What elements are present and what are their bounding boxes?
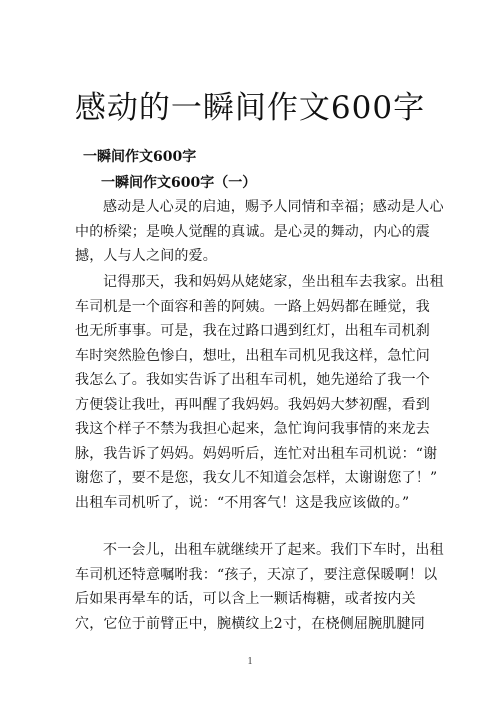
paragraph-line: 中的桥梁；是唤人觉醒的真诚。是心灵的舞动，内心的震: [75, 223, 430, 240]
paragraph-line: 我怎么了。我如实告诉了出租车司机，她先递给了我一个: [75, 372, 430, 388]
section-title: 一瞬间作文600字（一）: [101, 175, 257, 191]
paragraph-line: 不一会儿，出租车就继续开了起来。我们下车时，出租: [103, 542, 444, 558]
paragraph-line: 穴，它位于前臂正中，腕横纹上2寸，在桡侧屈腕肌腱同: [75, 615, 425, 632]
paragraph-line: 车时突然脸色惨白，想吐，出租车司机见我这样，急忙问: [75, 347, 430, 364]
document-subtitle: 一瞬间作文600字: [83, 149, 197, 165]
paragraph-line: 也无所事事。可是，我在过路口遇到红灯，出租车司机刹: [75, 323, 430, 339]
paragraph-line: 方便袋让我吐，再叫醒了我妈妈。我妈妈大梦初醒，看到: [75, 396, 430, 413]
paragraph-line: 我这个样子不禁为我担心起来，急忙询问我事情的来龙去: [75, 421, 430, 437]
paragraph-line: 脉，我告诉了妈妈。妈妈听后，连忙对出租车司机说：“谢: [75, 445, 438, 462]
paragraph-line: 记得那天，我和妈妈从姥姥家，坐出租车去我家。出租: [103, 274, 444, 290]
paragraph-line: 出租车司机听了，说：“不用客气！这是我应该做的。”: [75, 494, 410, 511]
paragraph-line: 感动是人心灵的启迪，赐予人同情和幸福；感动是人心: [103, 199, 444, 215]
paragraph-line: 谢您了，要不是您，我女儿不知道会怎样，太谢谢您了！”: [75, 470, 438, 486]
paragraph-line: 后如果再晕车的话，可以含上一颗话梅糖，或者按内关: [75, 591, 416, 607]
document-title: 感动的一瞬间作文600字: [74, 90, 426, 126]
paragraph-1: [75, 195, 444, 269]
paragraph-line: 撼，人与人之间的爱。: [75, 248, 217, 264]
page-number: 1: [247, 656, 253, 667]
paragraph-line: 车司机是一个面容和善的阿姨。一路上妈妈都在睡觉，我: [75, 298, 430, 315]
paragraph-2: [75, 270, 444, 515]
paragraph-3: [75, 538, 444, 636]
paragraph-line: 车司机还特意嘱咐我：“孩子，天凉了，要注意保暖啊！以: [75, 566, 438, 583]
